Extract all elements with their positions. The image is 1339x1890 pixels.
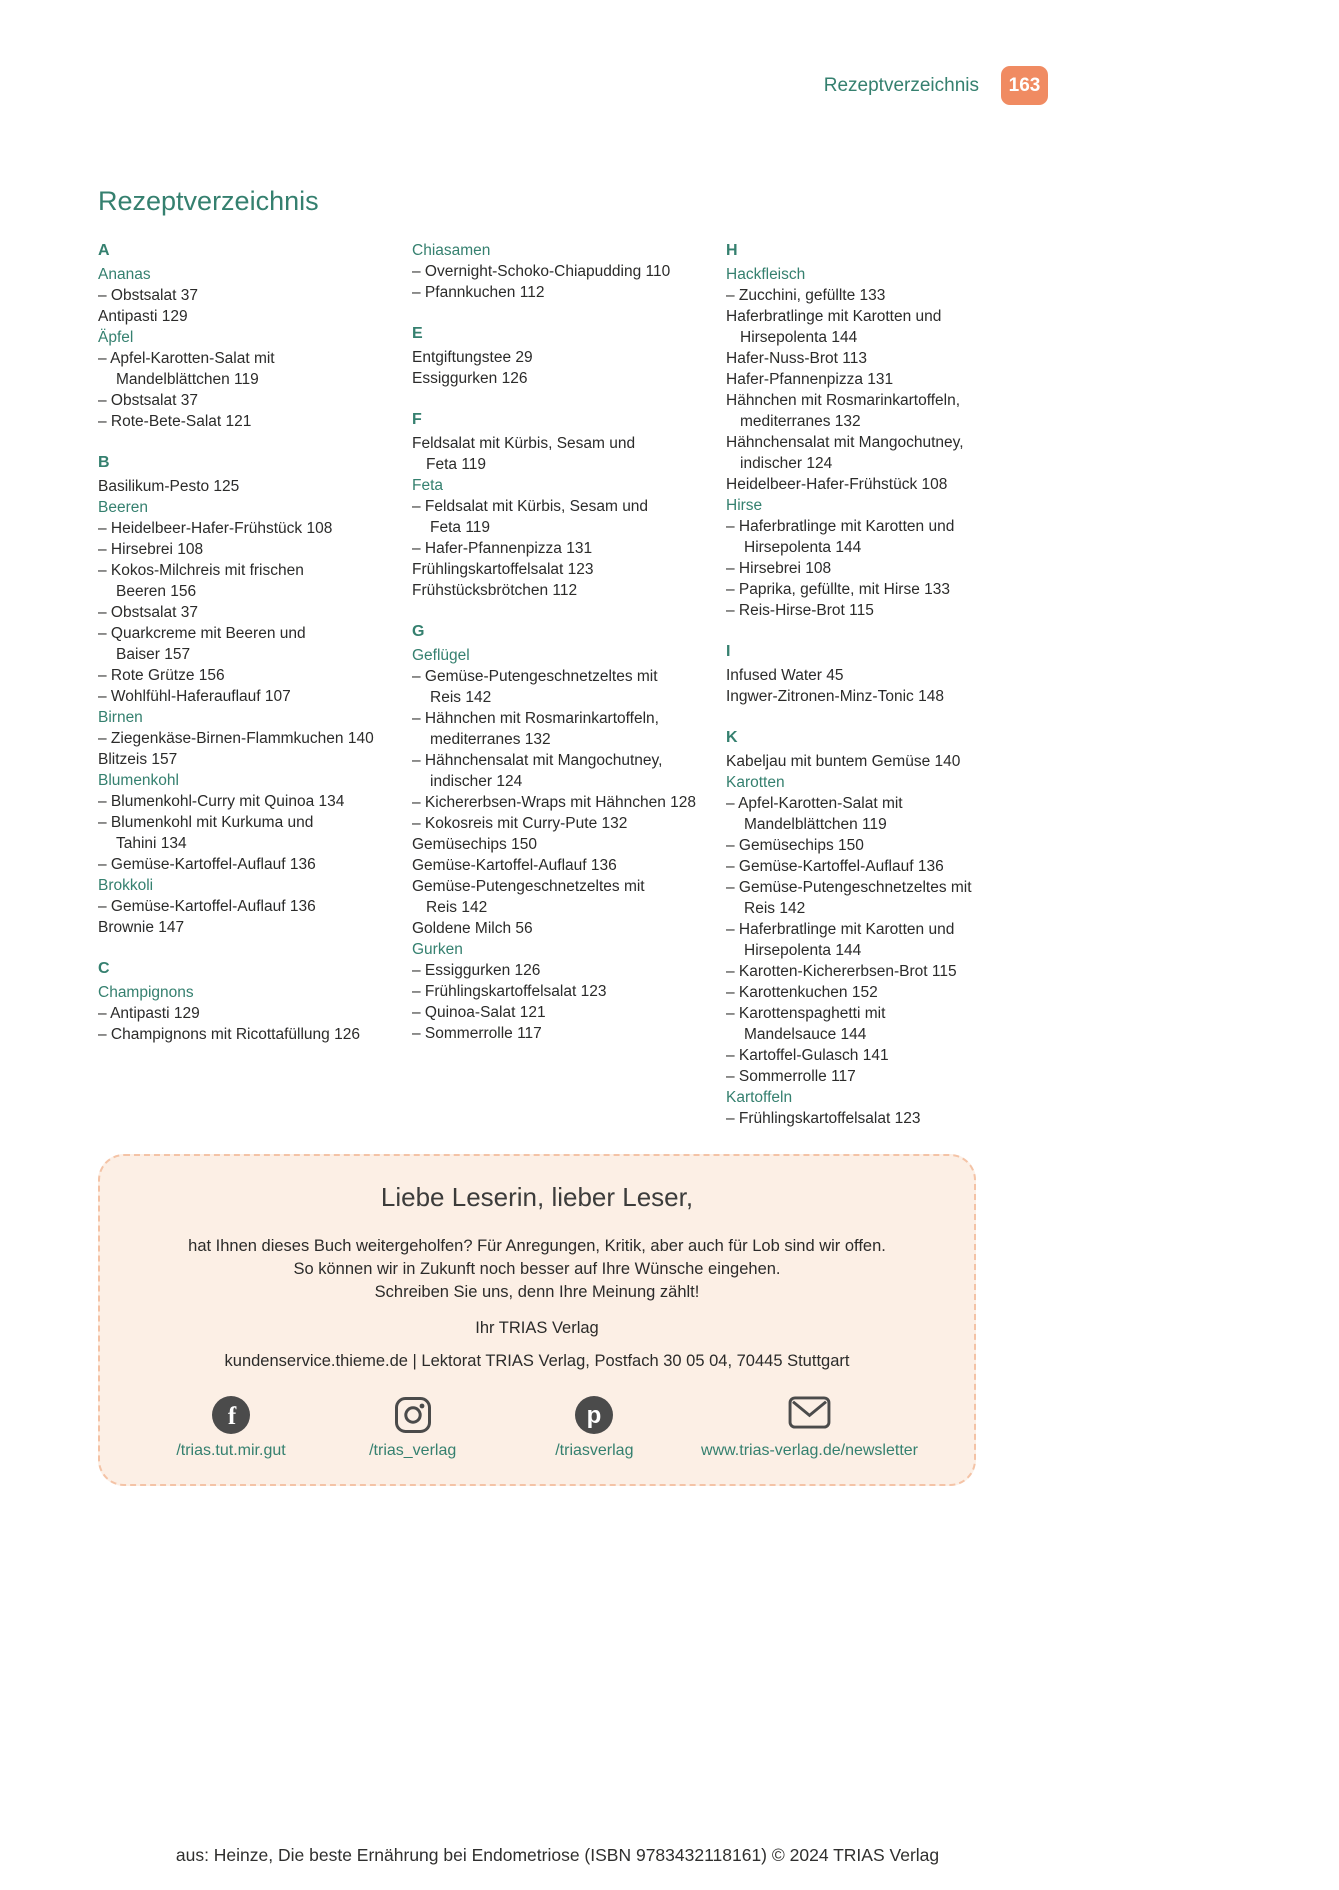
index-item: Kabeljau mit buntem Gemüse 140 xyxy=(726,753,961,770)
index-subhead: Beeren xyxy=(98,499,148,516)
index-page-number: 56 xyxy=(511,920,533,937)
index-page-number: 147 xyxy=(154,919,185,936)
index-page-number: 134 xyxy=(314,793,345,810)
index-page-number: 117 xyxy=(826,1068,856,1085)
index-page-number: 37 xyxy=(176,287,198,304)
index-subitem: – Quarkcreme mit Beeren und Baiser 157 xyxy=(98,625,306,663)
index-page-number: 142 xyxy=(457,899,488,916)
index-column-2 xyxy=(412,240,697,1129)
index-item: Gemüse-Kartoffel-Auflauf 136 xyxy=(412,857,617,874)
index-subitem: – Pfannkuchen 112 xyxy=(412,284,545,301)
page-number-badge: 163 xyxy=(1001,66,1048,105)
index-page-number: 124 xyxy=(492,773,523,790)
index-subitem: – Reis-Hirse-Brot 115 xyxy=(726,602,874,619)
index-letter: I xyxy=(726,643,731,660)
index-page-number: 142 xyxy=(461,689,492,706)
instagram-icon[interactable] xyxy=(393,1395,433,1435)
index-page-number: 121 xyxy=(221,413,252,430)
index-subhead: Champignons xyxy=(98,984,194,1001)
index-item: Frühlingskartoffelsalat 123 xyxy=(412,561,594,578)
index-item: Feldsalat mit Kürbis, Sesam und Feta 119 xyxy=(412,435,636,473)
index-page-number: 108 xyxy=(800,560,832,577)
index-item: Goldene Milch 56 xyxy=(412,920,533,937)
index-subitem: – Kokosreis mit Curry-Pute 132 xyxy=(412,815,628,832)
index-subitem: – Heidelbeer-Hafer-Frühstück 108 xyxy=(98,520,333,537)
index-page-number: 140 xyxy=(343,730,374,747)
index-page-number: 115 xyxy=(927,963,957,980)
index-subitem: – Quinoa-Salat 121 xyxy=(412,1004,546,1021)
index-page-number: 107 xyxy=(260,688,291,705)
index-page-number: 121 xyxy=(515,1004,546,1021)
index-subhead: Birnen xyxy=(98,709,143,726)
index-letter: F xyxy=(412,411,422,428)
social-item xyxy=(519,1395,669,1460)
index-subitem: – Feldsalat mit Kürbis, Sesam und Feta 119 xyxy=(412,498,649,536)
feedback-line-3: Schreiben Sie uns, denn Ihre Meinung zählt! xyxy=(374,1283,700,1301)
index-subitem: – Blumenkohl mit Kurkuma und Tahini 134 xyxy=(98,814,314,852)
social-link[interactable]: www.trias-verlag.de/newsletter xyxy=(701,1442,918,1459)
index-page-number: 144 xyxy=(827,329,858,346)
index-page-number: 126 xyxy=(510,962,541,979)
facebook-icon[interactable] xyxy=(211,1395,251,1435)
index-subitem: – Karotten-Kichererbsen-Brot 115 xyxy=(726,963,957,980)
index-subitem: – Apfel-Karotten-Salat mit Mandelblättchen 119 xyxy=(98,350,275,388)
signature-line: Ihr TRIAS Verlag xyxy=(475,1319,599,1337)
index-subitem: – Obstsalat 37 xyxy=(98,287,198,304)
social-link[interactable]: /triasverlag xyxy=(555,1442,634,1459)
index-page-number: 37 xyxy=(176,604,198,621)
index-subitem: – Rote Grütze 156 xyxy=(98,667,225,684)
index-page-number: 110 xyxy=(641,263,671,280)
social-row xyxy=(146,1395,928,1460)
index-columns xyxy=(98,240,1011,1129)
index-subhead: Karotten xyxy=(726,774,785,791)
index-page-number: 129 xyxy=(157,308,188,325)
index-page-number: 156 xyxy=(194,667,225,684)
feedback-line-2: So können wir in Zukunft noch besser auf Ihre Wünsche eingehen. xyxy=(293,1260,781,1278)
index-page-number: 124 xyxy=(802,455,833,472)
index-item: Haferbratlinge mit Karotten und Hirsepolenta 144 xyxy=(726,308,942,346)
index-item: Blitzeis 157 xyxy=(98,751,178,768)
index-letter: B xyxy=(98,454,110,471)
index-subitem: – Paprika, gefüllte, mit Hirse 133 xyxy=(726,581,950,598)
index-page-number: 131 xyxy=(561,540,593,557)
index-item: Entgiftungstee 29 xyxy=(412,349,533,366)
index-letter: H xyxy=(726,242,738,259)
index-page-number: 119 xyxy=(229,371,259,388)
index-subitem: – Overnight-Schoko-Chiapudding 110 xyxy=(412,263,671,280)
index-item: Ingwer-Zitronen-Minz-Tonic 148 xyxy=(726,688,944,705)
index-page-number: 136 xyxy=(285,856,316,873)
index-page-number: 157 xyxy=(159,646,191,663)
index-subitem: – Gemüse-Kartoffel-Auflauf 136 xyxy=(98,856,316,873)
index-page-number: 108 xyxy=(172,541,204,558)
index-item: Hähnchen mit Rosmarinkartoffeln, mediterranes 132 xyxy=(726,392,961,430)
index-subitem: – Gemüse-Kartoffel-Auflauf 136 xyxy=(726,858,944,875)
index-subitem: – Hähnchensalat mit Mangochutney, indischer 124 xyxy=(412,752,663,790)
index-subitem: – Gemüsechips 150 xyxy=(726,837,864,854)
index-item: Brownie 147 xyxy=(98,919,185,936)
index-letter: A xyxy=(98,242,110,259)
index-page-number: 112 xyxy=(515,284,545,301)
index-page-number: 119 xyxy=(461,519,491,536)
pinterest-icon[interactable] xyxy=(574,1395,614,1435)
contact-line[interactable]: kundenservice.thieme.de | Lektorat TRIAS Verlag, Postfach 30 05 04, 70445 Stuttgart xyxy=(224,1352,850,1370)
index-page-number: 125 xyxy=(209,478,240,495)
index-subitem: – Karottenkuchen 152 xyxy=(726,984,878,1001)
index-page-number: 140 xyxy=(930,753,961,770)
index-subitem: – Antipasti 129 xyxy=(98,1005,200,1022)
index-subitem: – Kokos-Milchreis mit frischen Beeren 156 xyxy=(98,562,304,600)
index-page-number: 132 xyxy=(830,413,861,430)
index-subitem: – Blumenkohl-Curry mit Quinoa 134 xyxy=(98,793,345,810)
index-subitem: – Apfel-Karotten-Salat mit Mandelblättchen 119 xyxy=(726,795,903,833)
index-subitem: – Karottenspaghetti mit Mandelsauce 144 xyxy=(726,1005,886,1043)
index-page-number: 136 xyxy=(586,857,617,874)
index-column-1 xyxy=(98,240,383,1129)
index-page-number: 134 xyxy=(156,835,187,852)
index-item: Heidelbeer-Hafer-Frühstück 108 xyxy=(726,476,948,493)
index-page-number: 132 xyxy=(520,731,551,748)
index-subitem: – Gemüse-Putengeschnetzeltes mit Reis 142 xyxy=(412,668,658,706)
index-item: Essiggurken 126 xyxy=(412,370,528,387)
index-page-number: 152 xyxy=(847,984,878,1001)
index-page-number: 150 xyxy=(833,837,864,854)
index-subitem: – Gemüse-Kartoffel-Auflauf 136 xyxy=(98,898,316,915)
index-item: Gemüsechips 150 xyxy=(412,836,537,853)
index-subitem: – Obstsalat 37 xyxy=(98,392,198,409)
index-page-number: 112 xyxy=(548,582,578,599)
social-item xyxy=(701,1395,918,1460)
index-page-number: 128 xyxy=(665,794,697,811)
index-subitem: – Sommerrolle 117 xyxy=(726,1068,856,1085)
index-item: Frühstücksbrötchen 112 xyxy=(412,582,578,599)
index-page-number: 136 xyxy=(913,858,944,875)
index-subhead: Geflügel xyxy=(412,647,470,664)
svg-text:p: p xyxy=(587,1402,602,1429)
index-subitem: – Gemüse-Putengeschnetzeltes mit Reis 142 xyxy=(726,879,972,917)
index-subitem: – Hafer-Pfannenpizza 131 xyxy=(412,540,593,557)
index-subitem: – Haferbratlinge mit Karotten und Hirsepolenta 144 xyxy=(726,921,955,959)
index-item: Infused Water 45 xyxy=(726,667,844,684)
feedback-line-1: hat Ihnen dieses Buch weitergeholfen? Für Anregungen, Kritik, aber auch für Lob sind wir offen. xyxy=(188,1237,886,1255)
index-subhead: Hackfleisch xyxy=(726,266,806,283)
index-page-number: 136 xyxy=(285,898,316,915)
index-page-number: 142 xyxy=(775,900,806,917)
index-item: Hafer-Pfannenpizza 131 xyxy=(726,371,894,388)
index-subhead: Ananas xyxy=(98,266,151,283)
index-subitem: – Hirsebrei 108 xyxy=(726,560,832,577)
index-subhead: Äpfel xyxy=(98,329,134,346)
index-item: Gemüse-Putengeschnetzeltes mit Reis 142 xyxy=(412,878,645,916)
email-icon[interactable] xyxy=(788,1395,831,1435)
index-subitem: – Wohlfühl-Haferauflauf 107 xyxy=(98,688,291,705)
index-subitem: – Champignons mit Ricottafüllung 126 xyxy=(98,1026,360,1043)
index-page-number: 123 xyxy=(890,1110,921,1127)
index-subitem: – Essiggurken 126 xyxy=(412,962,541,979)
index-page-number: 29 xyxy=(511,349,533,366)
index-page-number: 144 xyxy=(831,539,862,556)
index-item: Hähnchensalat mit Mangochutney, indischer 124 xyxy=(726,434,964,472)
index-page-number: 133 xyxy=(919,581,950,598)
index-letter: C xyxy=(98,960,110,977)
index-page-number: 144 xyxy=(831,942,862,959)
index-page-number: 132 xyxy=(597,815,628,832)
index-page-number: 37 xyxy=(176,392,198,409)
svg-text:f: f xyxy=(227,1403,237,1430)
index-item: Basilikum-Pesto 125 xyxy=(98,478,240,495)
index-letter: G xyxy=(412,623,425,640)
index-letter: E xyxy=(412,325,423,342)
index-subhead: Brokkoli xyxy=(98,877,154,894)
index-page-number: 157 xyxy=(147,751,178,768)
social-link[interactable]: /trias_verlag xyxy=(369,1442,457,1459)
index-subitem: – Hähnchen mit Rosmarinkartoffeln, mediterranes 132 xyxy=(412,710,659,748)
index-page-number: 119 xyxy=(857,816,887,833)
index-page-number: 117 xyxy=(512,1025,542,1042)
index-page-number: 129 xyxy=(169,1005,200,1022)
index-subitem: – Kichererbsen-Wraps mit Hähnchen 128 xyxy=(412,794,697,811)
index-item: Antipasti 129 xyxy=(98,308,188,325)
index-page-number: 45 xyxy=(821,667,844,684)
index-subitem: – Obstsalat 37 xyxy=(98,604,198,621)
index-subhead: Kartoffeln xyxy=(726,1089,793,1106)
running-header xyxy=(0,66,1048,105)
index-page-number: 141 xyxy=(858,1047,889,1064)
index-page-number: 119 xyxy=(457,456,487,473)
index-page-number: 144 xyxy=(836,1026,867,1043)
index-page-number: 115 xyxy=(844,602,874,619)
index-page-number: 133 xyxy=(855,287,886,304)
index-subitem: – Ziegenkäse-Birnen-Flammkuchen 140 xyxy=(98,730,374,747)
social-item xyxy=(338,1395,488,1460)
index-subhead: Chiasamen xyxy=(412,242,491,259)
index-page-number: 108 xyxy=(302,520,333,537)
index-page-number: 131 xyxy=(863,371,894,388)
index-page-number: 156 xyxy=(165,583,197,600)
index-subhead: Gurken xyxy=(412,941,463,958)
index-subitem: – Hirsebrei 108 xyxy=(98,541,204,558)
index-subitem: – Rote-Bete-Salat 121 xyxy=(98,413,252,430)
feedback-box xyxy=(98,1154,976,1486)
feedback-box-title: Liebe Leserin, lieber Leser, xyxy=(380,1182,694,1212)
source-footer: aus: Heinze, Die beste Ernährung bei Endometriose (ISBN 9783432118161) © 2024 TRIAS Verlag xyxy=(175,1845,940,1865)
index-subhead: Feta xyxy=(412,477,444,494)
index-subhead: Hirse xyxy=(726,497,763,514)
index-page-number: 126 xyxy=(329,1026,360,1043)
running-header-title: Rezeptverzeichnis xyxy=(823,74,979,96)
index-page-number: 113 xyxy=(837,350,867,367)
index-subitem: – Kartoffel-Gulasch 141 xyxy=(726,1047,889,1064)
index-letter: K xyxy=(726,729,738,746)
index-subitem: – Zucchini, gefüllte 133 xyxy=(726,287,886,304)
social-item xyxy=(156,1395,306,1460)
index-page-number: 108 xyxy=(917,476,948,493)
index-page-number: 126 xyxy=(497,370,528,387)
index-subitem: – Sommerrolle 117 xyxy=(412,1025,542,1042)
index-page-number: 123 xyxy=(576,983,607,1000)
index-page-number: 123 xyxy=(563,561,594,578)
index-column-3 xyxy=(726,240,1011,1129)
index-subitem: – Frühlingskartoffelsalat 123 xyxy=(412,983,607,1000)
index-subhead: Blumenkohl xyxy=(98,772,179,789)
page-title: Rezeptverzeichnis xyxy=(98,186,319,216)
index-item: Hafer-Nuss-Brot 113 xyxy=(726,350,867,367)
index-page-number: 148 xyxy=(913,688,944,705)
social-link[interactable]: /trias.tut.mir.gut xyxy=(176,1442,286,1459)
index-page-number: 150 xyxy=(506,836,537,853)
index-subitem: – Frühlingskartoffelsalat 123 xyxy=(726,1110,921,1127)
index-subitem: – Haferbratlinge mit Karotten und Hirsepolenta 144 xyxy=(726,518,955,556)
